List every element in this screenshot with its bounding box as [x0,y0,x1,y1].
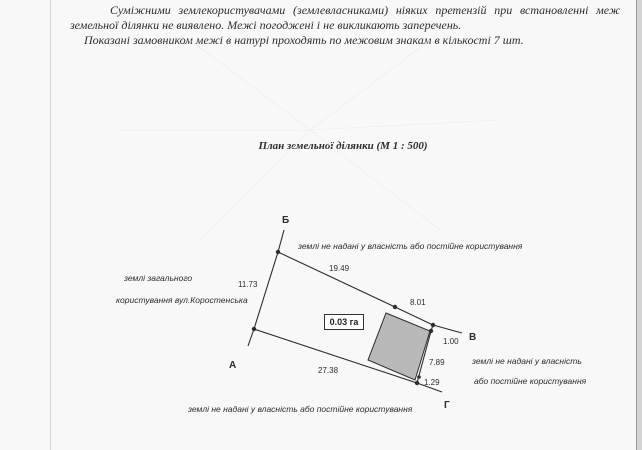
paragraph-line-3: Показані замовником межі в натурі проходять по межовим знакам в кількості 7 шт. [84,33,524,47]
neighbor-left-text-1: землі загального [124,273,193,283]
neighbor-left-text-2: користування вул.Коростенська [116,295,248,305]
page-edge [636,0,642,450]
dimension-ag: 27.38 [318,366,339,375]
area-label: 0.03 га [324,314,364,330]
corner-g-label: Г [444,400,450,411]
dimension-right-long: 7.89 [429,358,445,367]
paragraph-line-2: земельної ділянки не виявлено. Межі погоджені і не викликають заперечень. [70,18,462,32]
neighbor-bottom-text: землі не надані у власність або постійне користування [188,404,413,414]
corner-v-label: В [469,332,477,343]
dimension-b-top: 19.49 [329,264,350,273]
neighbor-right-text-2: або постійне користування [474,376,587,386]
dimension-right-short: 1.00 [443,337,459,346]
neighbor-right-text-1: землі не надані у власність [472,356,582,366]
corner-b-label: Б [282,215,290,226]
dimension-bottom-right: 1.29 [424,378,440,387]
dimension-ab: 11.73 [238,280,258,289]
paragraph-line-1: Суміжними землекористувачами (землевласниками) ніяких претензій при встановленні меж [110,3,620,17]
parcel-boundary [248,230,462,392]
background-rays [120,40,500,240]
dimension-top-right: 8.01 [410,298,426,307]
corner-a-label: А [229,360,237,371]
neighbor-top-text: землі не надані у власність або постійне користування [298,241,523,251]
plan-title: План земельної ділянки (М 1 : 500) [258,140,428,152]
